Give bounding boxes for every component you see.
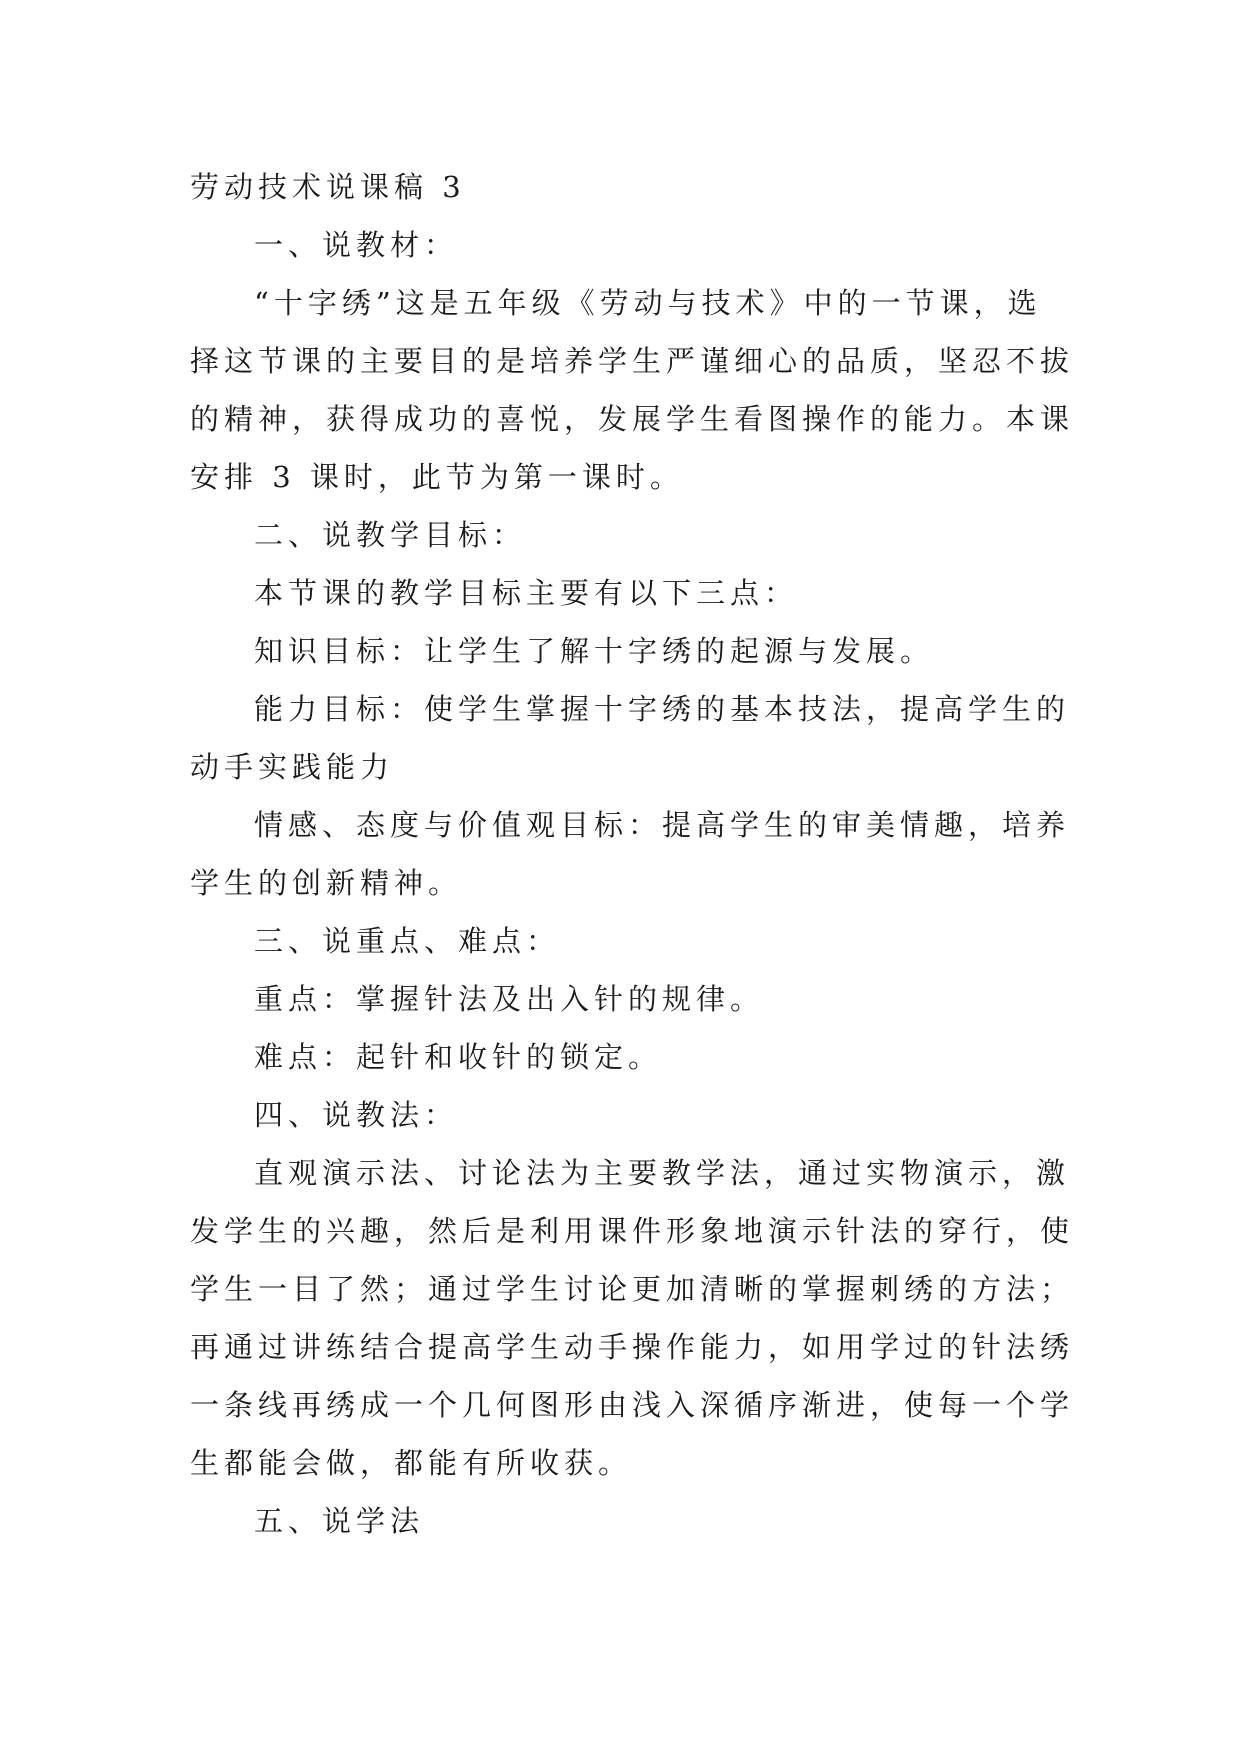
text-line: 三、说重点、难点： — [254, 924, 561, 958]
document-lines — [190, 216, 1075, 1550]
text-line: 情感、态度与价值观目标：提高学生的审美情趣，培养 — [254, 808, 1071, 842]
document-title: 劳动技术说课稿 3 — [190, 170, 466, 204]
text-line: 知识目标：让学生了解十字绣的起源与发展。 — [254, 634, 935, 668]
text-line: 二、说教学目标： — [254, 518, 527, 552]
text-line: 能力目标：使学生掌握十字绣的基本技法，提高学生的 — [254, 692, 1071, 726]
text-line: 发学生的兴趣，然后是利用课件形象地演示针法的穿行，使 — [190, 1214, 1075, 1248]
text-line: “十字绣”这是五年级《劳动与技术》中的一节课，选 — [254, 286, 1042, 320]
text-line: 难点：起针和收针的锁定。 — [254, 1040, 663, 1074]
text-line: 生都能会做，都能有所收获。 — [190, 1446, 633, 1480]
text-line: 四、说教法： — [254, 1098, 459, 1132]
text-line: 一条线再绣成一个几何图形由浅入深循序渐进，使每一个学 — [190, 1388, 1075, 1422]
text-line: 安排 3 课时，此节为第一课时。 — [190, 460, 684, 494]
text-line: 重点：掌握针法及出入针的规律。 — [254, 982, 765, 1016]
text-line: 学生一目了然；通过学生讨论更加清晰的掌握刺绣的方法； — [190, 1272, 1075, 1306]
text-line: 一、说教材： — [254, 228, 459, 262]
document-body — [190, 158, 1075, 1550]
text-line: 直观演示法、讨论法为主要教学法，通过实物演示，激 — [254, 1156, 1071, 1190]
text-line: 的精神，获得成功的喜悦，发展学生看图操作的能力。本课 — [190, 402, 1075, 436]
text-line: 择这节课的主要目的是培养学生严谨细心的品质，坚忍不拔 — [190, 344, 1075, 378]
text-line: 动手实践能力 — [190, 750, 395, 784]
text-line: 学生的创新精神。 — [190, 866, 463, 900]
text-line: 五、说学法 — [254, 1504, 425, 1538]
text-line: 再通过讲练结合提高学生动手操作能力，如用学过的针法绣 — [190, 1330, 1075, 1364]
text-line: 本节课的教学目标主要有以下三点： — [254, 576, 799, 610]
